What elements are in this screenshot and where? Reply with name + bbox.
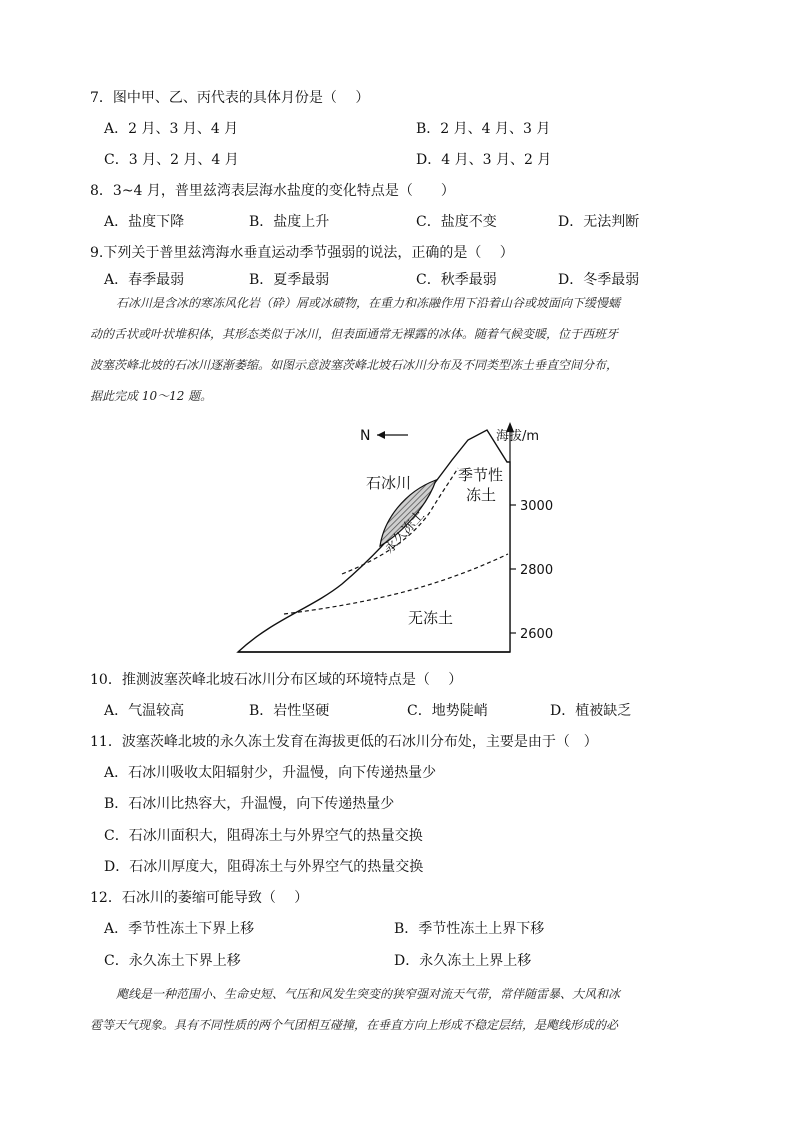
passage1-line1: 石冰川是含冰的寒冻风化岩（砕）屑或冰碛物，在重力和冻融作用下沿着山谷或坡面向下缓慢蠕 (116, 296, 621, 310)
q11-option-d[interactable]: D．石冰川厚度大，阻碍冻土与外界空气的热量交换 (104, 859, 424, 875)
q10-stem: 10．推测波塞茨峰北坡石冰川分布区域的环境特点是（ ） (90, 672, 463, 688)
q11-stem: 11．波塞茨峰北坡的永久冻土发育在海拔更低的石冰川分布处，主要是由于（ ） (90, 734, 598, 750)
q8-stem: 8．3~4 月，普里兹湾表层海水盐度的变化特点是（ ） (90, 183, 455, 199)
q7-option-c[interactable]: C．3 月、2 月、4 月 (104, 152, 239, 168)
q7-option-a[interactable]: A．2 月、3 月、4 月 (104, 121, 239, 137)
passage1-line2: 动的舌状或叶状堆积体，其形态类似于冰川，但表面通常无裸露的冰体。随着气候变暖，位于西班牙 (90, 327, 619, 341)
q9-stem: 9.下列关于普里兹湾海水垂直运动季节强弱的说法，正确的是（ ） (90, 245, 514, 261)
q10-option-d[interactable]: D．植被缺乏 (550, 703, 632, 719)
label-seasonal-frozen-soil-1: 季节性 (458, 466, 504, 484)
q9-option-b[interactable]: B．夏季最弱 (249, 272, 330, 288)
q8-option-d[interactable]: D．无法判断 (558, 214, 640, 230)
tick-label-2800: 2800 (520, 563, 554, 578)
rock-glacier-profile-figure (232, 418, 562, 663)
tick-label-2600: 2600 (520, 627, 554, 642)
passage1-line4: 据此完成 10～12 题。 (90, 389, 213, 403)
tick-label-3000: 3000 (520, 499, 554, 514)
q7-option-d[interactable]: D．4 月、3 月、2 月 (416, 152, 552, 168)
q8-option-c[interactable]: C．盐度不变 (416, 214, 497, 230)
passage2-line1: 飑线是一种范围小、生命史短、气压和风发生突变的狭窄强对流天气带，常伴随雷暴、大风和冰 (116, 987, 621, 1001)
q11-option-b[interactable]: B．石冰川比热容大，升温慢，向下传递热量少 (104, 796, 395, 812)
label-no-frozen-soil: 无冻土 (408, 609, 454, 627)
passage-rock-glacier (90, 288, 708, 412)
q11-option-c[interactable]: C．石冰川面积大，阻碍冻土与外界空气的热量交换 (104, 828, 423, 844)
label-permafrost: 永久冻土 (381, 507, 428, 557)
mountain-profile (238, 430, 510, 652)
north-label: N (360, 428, 371, 444)
q11-option-a[interactable]: A．石冰川吸收太阳辐射少，升温慢，向下传递热量少 (104, 765, 437, 781)
passage2-line2: 雹等天气现象。具有不同性质的两个气团相互碰撞，在垂直方向上形成不稳定层结，是飑线形成的必 (90, 1018, 619, 1032)
q10-option-b[interactable]: B．岩性坚硬 (249, 703, 330, 719)
label-seasonal-frozen-soil-2: 冻土 (466, 486, 497, 504)
q8-option-b[interactable]: B．盐度上升 (249, 214, 330, 230)
axis-title: 海拔/m (496, 429, 540, 444)
q12-stem: 12．石冰川的萎缩可能导致（ ） (90, 890, 309, 906)
q9-option-d[interactable]: D．冬季最弱 (558, 272, 640, 288)
q9-option-a[interactable]: A．春季最弱 (104, 272, 185, 288)
q10-option-a[interactable]: A．气温较高 (104, 703, 185, 719)
passage-squall-line (90, 979, 708, 1041)
q7-stem: 7．图中甲、乙、丙代表的具体月份是（ ） (90, 90, 370, 106)
q12-option-c[interactable]: C．永久冻土下界上移 (104, 953, 241, 969)
q10-option-c[interactable]: C．地势陡峭 (407, 703, 488, 719)
passage1-line3: 波塞茨峰北坡的石冰川逐渐萎缩。如图示意波塞茨峰北坡石冰川分布及不同类型冻土垂直空间分布， (90, 358, 619, 372)
q9-option-c[interactable]: C．秋季最弱 (416, 272, 497, 288)
north-arrowhead-icon (377, 431, 385, 439)
q12-option-b[interactable]: B．季节性冻土上界下移 (394, 921, 545, 937)
label-rock-glacier: 石冰川 (366, 474, 412, 492)
q12-option-a[interactable]: A．季节性冻土下界上移 (104, 921, 255, 937)
q8-option-a[interactable]: A．盐度下降 (104, 214, 185, 230)
q7-option-b[interactable]: B．2 月、4 月、3 月 (416, 121, 551, 137)
q12-option-d[interactable]: D．永久冻土上界上移 (394, 953, 532, 969)
